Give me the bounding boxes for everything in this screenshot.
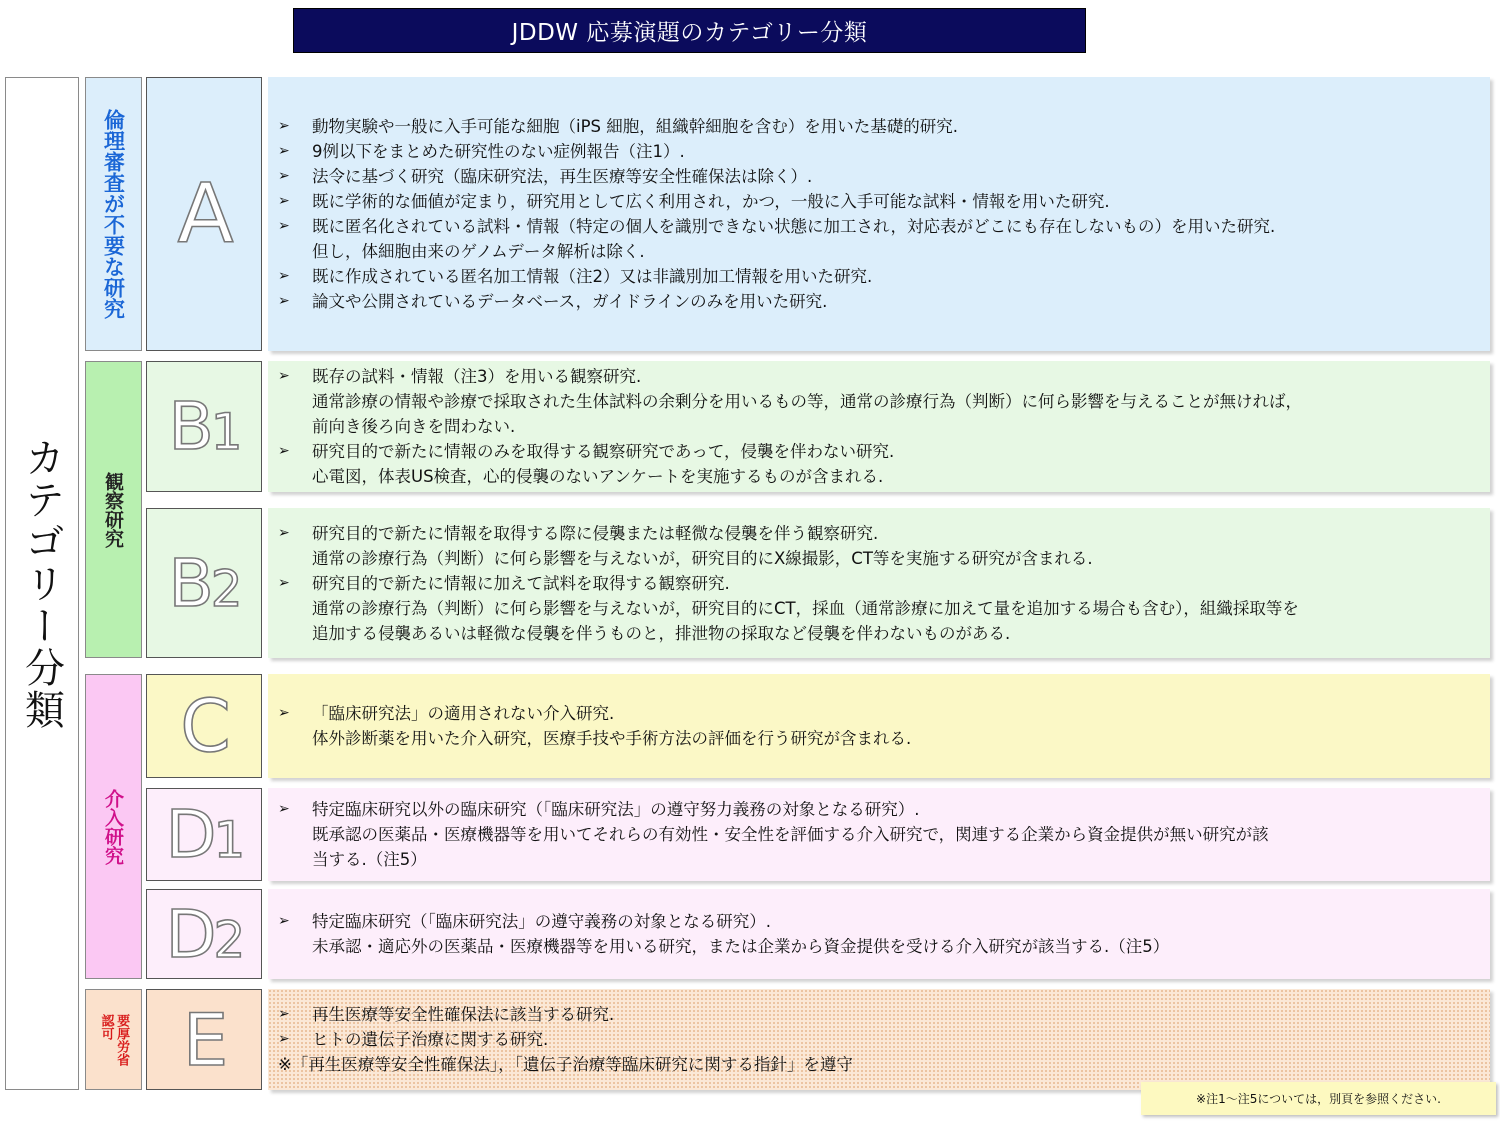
list-item (278, 797, 1482, 822)
list-item-continuation: 通常の診療行為（判断）に何ら影響を与えないが，研究目的にCT，採血（通常診療に加えて量を追加する場合も含む），組織採取等を (312, 598, 1299, 618)
list-item-continuation: 通常診療の情報や診療で採取された生体試料の余剰分を用いるもの等，通常の診療行為（判断）に何ら影響を与えることが無ければ， (312, 392, 1302, 411)
list-item-text: 研究目的で新たに情報のみを取得する観察研究であって，侵襲を伴わない研究. (312, 442, 895, 461)
list-item (278, 289, 1482, 314)
category-sub-b1: 1 (210, 403, 240, 461)
category-code-d1 (146, 788, 262, 881)
list-item-text: 動物実験や一般に入手可能な細胞（iPS 細胞，組織幹細胞を含む）を用いた基礎的研究. (312, 117, 958, 136)
list-item-continuation: 既承認の医薬品・医療機器等を用いてそれらの有効性・安全性を評価する介入研究で，関連する企業から資金提供が無い研究が該 (312, 825, 1269, 844)
footnote: ※注1～注5については，別頁を参照ください. (1141, 1082, 1496, 1115)
group-mhlw-approval (85, 989, 142, 1090)
list-item-continuation: 当する.（注5） (312, 850, 427, 869)
group-interventional (85, 674, 142, 979)
arrow-bullet-icon: ➢ (278, 118, 290, 134)
list-item-text: 9例以下をまとめた研究性のない症例報告（注1）. (312, 142, 685, 161)
list-item-text: ヒトの遺伝子治療に関する研究. (312, 1030, 549, 1049)
category-code-c (146, 674, 262, 778)
list-item-continuation: 体外診断薬を用いた介入研究，医療手技や手術方法の評価を行う研究が含まれる. (312, 729, 912, 748)
list-item-continuation: 未承認・適応外の医薬品・医療機器等を用いる研究，または企業から資金提供を受ける介入研究が該当する.（注5） (312, 937, 1170, 956)
category-classification-label (5, 77, 79, 1090)
list-item-text: 再生医療等安全性確保法に該当する研究. (312, 1005, 615, 1024)
list-item (278, 214, 1482, 239)
list-item (278, 701, 1482, 726)
list-item-text: 既に匿名化されている試料・情報（特定の個人を識別できない状態に加工され，対応表がどこにも存在しないもの）を用いた研究. (312, 217, 1276, 236)
category-d2-description (268, 889, 1490, 979)
list-item (278, 264, 1482, 289)
category-sub-d2: 2 (213, 910, 243, 969)
category-code-e (146, 989, 262, 1090)
arrow-bullet-icon: ➢ (278, 268, 290, 284)
list-item-continuation: 心電図，体表US検査，心的侵襲のないアンケートを実施するものが含まれる. (312, 467, 884, 486)
arrow-bullet-icon: ➢ (278, 293, 290, 309)
list-item-text: 特定臨床研究以外の臨床研究（「臨床研究法」の遵守努力義務の対象となる研究）. (312, 800, 920, 819)
category-code-a (146, 77, 262, 351)
list-item (278, 364, 1482, 389)
arrow-bullet-icon: ➢ (278, 705, 290, 721)
list-item-text: 研究目的で新たに情報を取得する際に侵襲または軽微な侵襲を伴う観察研究. (312, 523, 879, 543)
category-code-b2 (146, 508, 262, 658)
list-item-continuation: 前向き後ろ向きを問わない. (312, 417, 516, 436)
regulation-note: ※「再生医療等安全性確保法」，「遺伝子治療等臨床研究に関する指針」を遵守 (278, 1055, 853, 1074)
category-code-b1 (146, 361, 262, 492)
category-classification-text: カテゴリー分類 (18, 436, 65, 731)
group-no-ethics-review-text: 倫理審査が不要な研究 (101, 109, 126, 319)
arrow-bullet-icon: ➢ (278, 143, 290, 159)
list-item-continuation: 通常の診療行為（判断）に何ら影響を与えないが，研究目的にX線撮影，CT等を実施する研究が含まれる. (312, 548, 1093, 568)
list-item-text: 研究目的で新たに情報に加えて試料を取得する観察研究. (312, 573, 730, 593)
category-sub-b2: 2 (210, 559, 240, 618)
group-mhlw-approval-text-1: 要厚労省 (114, 1013, 130, 1066)
list-item-continuation: 但し，体細胞由来のゲノムデータ解析は除く. (312, 242, 645, 261)
category-letter-b1: B (168, 388, 211, 465)
list-item (278, 571, 1482, 596)
list-item-text: 既に学術的な価値が定まり，研究用として広く利用され，かつ，一般に入手可能な試料・情報を用いた研究. (312, 192, 1110, 211)
category-code-d2 (146, 889, 262, 979)
category-a-description (268, 77, 1490, 351)
category-e-description (268, 989, 1490, 1090)
list-item-text: 特定臨床研究（「臨床研究法」の遵守義務の対象となる研究）. (312, 912, 771, 931)
group-observational-text: 観察研究 (102, 471, 124, 548)
category-b2-description (268, 508, 1490, 658)
list-item-text: 既に作成されている匿名加工情報（注2）又は非識別加工情報を用いた研究. (312, 267, 873, 286)
arrow-bullet-icon: ➢ (278, 1006, 290, 1022)
arrow-bullet-icon: ➢ (278, 913, 290, 929)
category-d1-description (268, 788, 1490, 881)
list-item (278, 1027, 1482, 1052)
arrow-bullet-icon: ➢ (278, 168, 290, 184)
list-item-text: 論文や公開されているデータベース，ガイドラインのみを用いた研究. (312, 292, 828, 311)
list-item (278, 164, 1482, 189)
page-title: JDDW 応募演題のカテゴリー分類 (293, 8, 1086, 53)
arrow-bullet-icon: ➢ (278, 801, 290, 817)
list-item-text: 法令に基づく研究（臨床研究法，再生医療等安全性確保法は除く）. (312, 167, 813, 186)
arrow-bullet-icon: ➢ (278, 193, 290, 209)
category-c-description (268, 674, 1490, 778)
arrow-bullet-icon: ➢ (278, 524, 290, 541)
list-item-continuation: 追加する侵襲あるいは軽微な侵襲を伴うものと，排泄物の採取など侵襲を伴わないものがある. (312, 623, 1011, 643)
category-sub-d1: 1 (213, 811, 243, 869)
category-letter-e: E (182, 997, 226, 1082)
group-interventional-text: 介入研究 (102, 788, 124, 865)
list-item (278, 439, 1482, 464)
category-letter-d2: D (165, 895, 214, 973)
category-letter-a: A (177, 166, 231, 262)
list-item (278, 114, 1482, 139)
list-item (278, 909, 1482, 934)
arrow-bullet-icon: ➢ (278, 1031, 290, 1047)
category-b1-description (268, 361, 1490, 492)
list-item-text: 既存の試料・情報（注3）を用いる観察研究. (312, 367, 642, 386)
arrow-bullet-icon: ➢ (278, 218, 290, 234)
arrow-bullet-icon: ➢ (278, 443, 290, 459)
category-letter-d1: D (165, 796, 214, 873)
arrow-bullet-icon: ➢ (278, 574, 290, 591)
group-no-ethics-review (85, 77, 142, 351)
category-letter-b2: B (168, 544, 211, 622)
group-mhlw-approval-text-2: 認可 (98, 1013, 114, 1040)
group-observational (85, 361, 142, 658)
category-letter-c: C (180, 684, 228, 768)
arrow-bullet-icon: ➢ (278, 368, 290, 384)
list-item (278, 521, 1482, 546)
list-item-text: 「臨床研究法」の適用されない介入研究. (312, 704, 615, 723)
list-item (278, 1002, 1482, 1027)
list-item (278, 139, 1482, 164)
list-item (278, 189, 1482, 214)
